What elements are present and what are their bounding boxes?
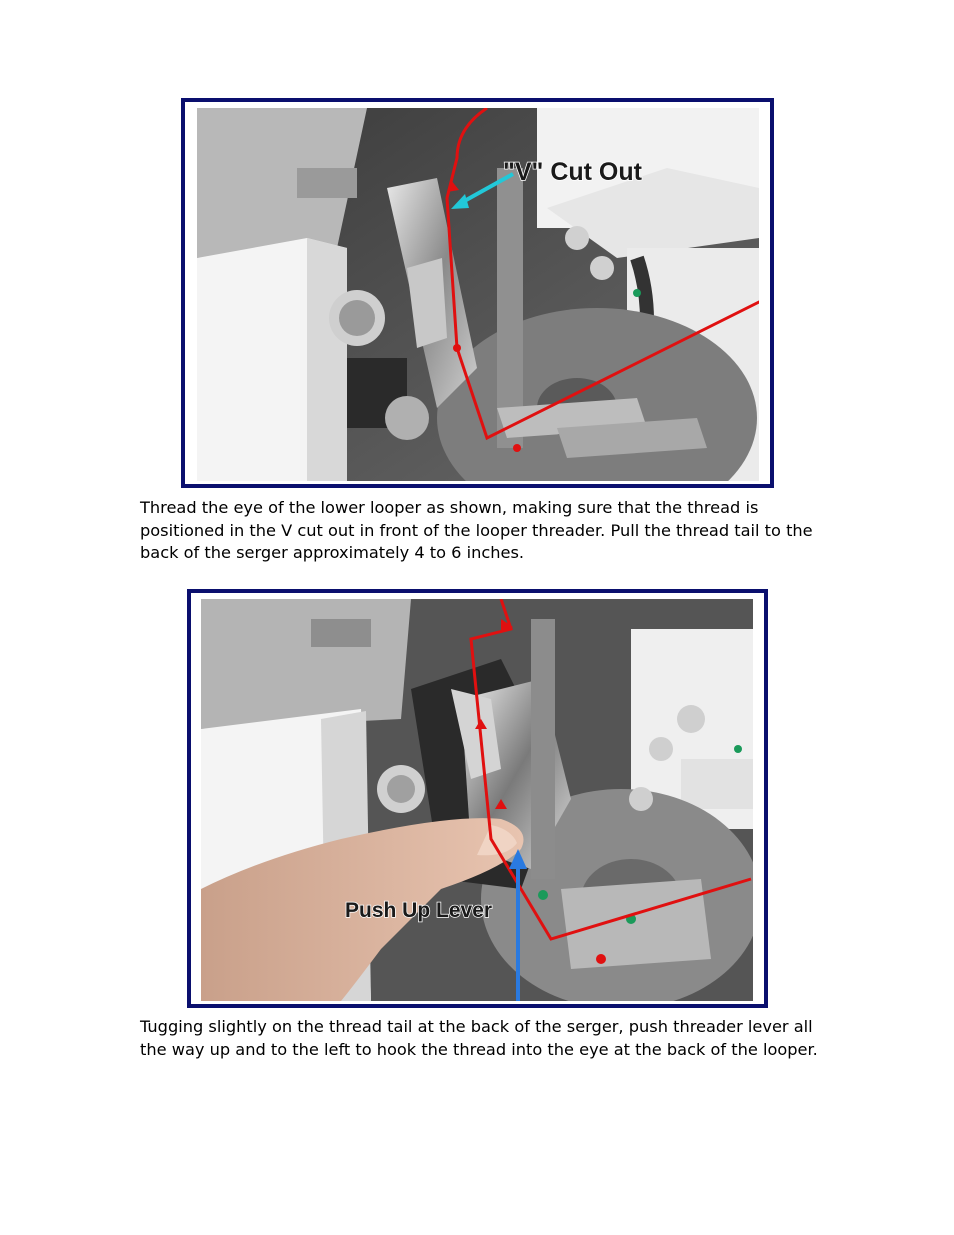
caption-push-up-lever: Tugging slightly on the thread tail at the back of the serger, push threader lever all the way up and to the left to hook the thread into the eye at the back of the looper. [140,1017,818,1059]
photo-frame-lower-looper [181,98,774,488]
callout-push-up-lever: Push Up Lever [345,899,493,922]
callout-v-cut-out: "V" Cut Out [503,158,642,186]
serger-photo-2 [201,599,753,1001]
caption-lower-looper: Thread the eye of the lower looper as shown, making sure that the thread is positioned in the V cut out in front of the looper threader. Pull the thread tail to the back of the serger approximately 4 to 6 inches. [140,498,813,562]
photo-frame-push-up-lever [187,589,768,1008]
serger-photo-1 [197,108,759,481]
